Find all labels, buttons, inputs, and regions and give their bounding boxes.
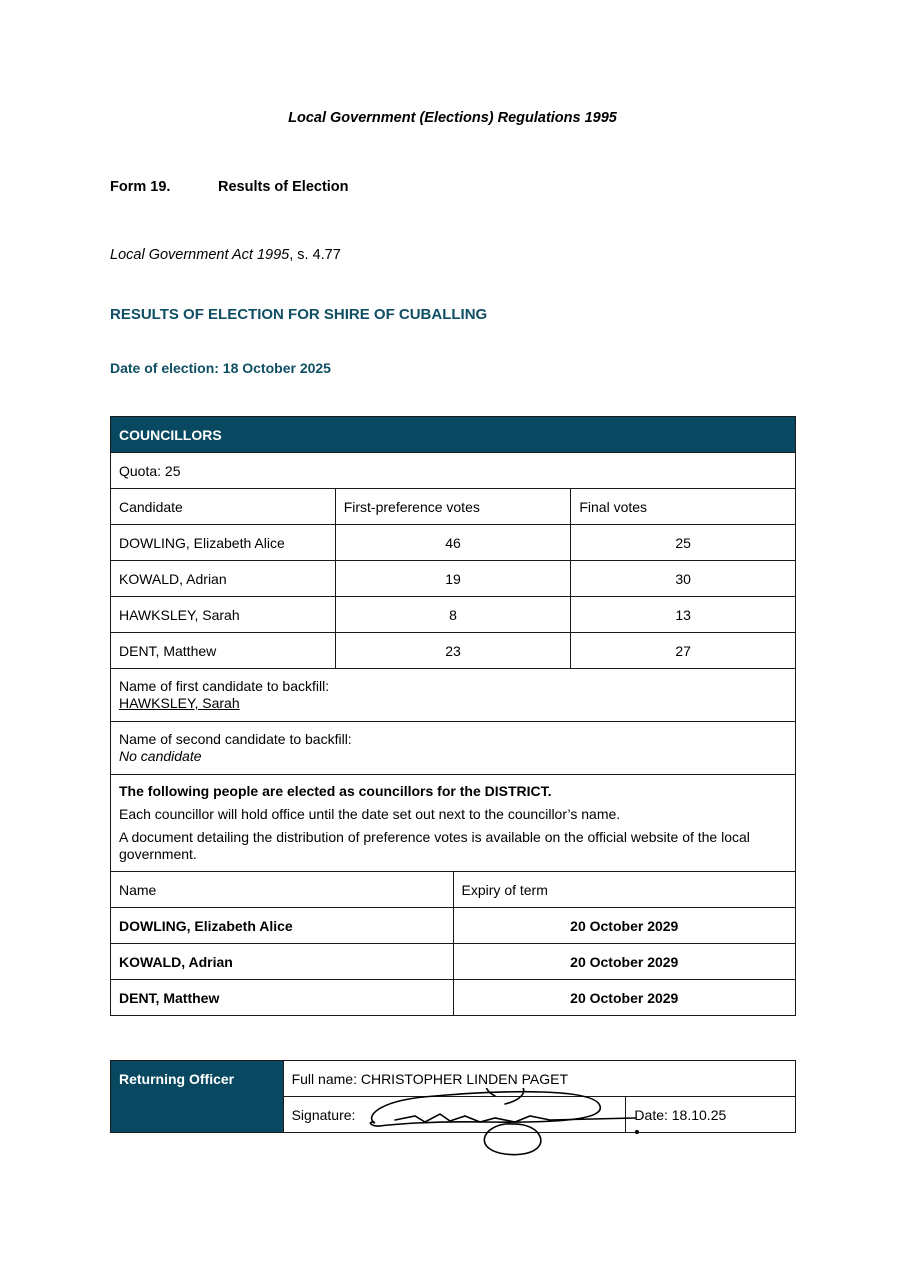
notes-row: [111, 775, 796, 872]
elected-statement: The following people are elected as councillors for the DISTRICT.: [119, 783, 552, 799]
form-line: [110, 179, 349, 195]
expiry-date: 20 October 2029: [453, 908, 795, 944]
candidate-name: HAWKSLEY, Sarah: [111, 597, 336, 633]
backfill-first-value: HAWKSLEY, Sarah: [119, 695, 240, 711]
backfill-second-row: [111, 722, 796, 775]
candidate-name: DOWLING, Elizabeth Alice: [111, 525, 336, 561]
regulation-title: Local Government (Elections) Regulations 1995: [288, 110, 617, 126]
backfill-first: [111, 669, 796, 722]
act-name: Local Government Act 1995: [110, 247, 290, 263]
final-votes: 25: [571, 525, 796, 561]
returning-officer-table: [110, 1060, 796, 1133]
quota-row: [111, 453, 796, 489]
final-votes: 27: [571, 633, 796, 669]
elected-row: [111, 944, 796, 980]
final-votes: 13: [571, 597, 796, 633]
form-number: Form 19.: [110, 179, 171, 195]
form-title: Results of Election: [218, 179, 349, 195]
backfill-first-row: [111, 669, 796, 722]
councillors-table: [110, 416, 796, 1016]
col-candidate: Candidate: [111, 489, 336, 525]
officer-name-row: [111, 1061, 796, 1097]
act-section: , s. 4.77: [289, 247, 341, 263]
election-date: Date of election: 18 October 2025: [110, 360, 331, 376]
officer-full-name: Full name: CHRISTOPHER LINDEN PAGET: [283, 1061, 795, 1097]
page-title: RESULTS OF ELECTION FOR SHIRE OF CUBALLING: [110, 306, 488, 323]
first-preference-votes: 8: [335, 597, 571, 633]
table-header-row: [111, 417, 796, 453]
candidate-name: KOWALD, Adrian: [111, 561, 336, 597]
column-header-row: [111, 489, 796, 525]
returning-officer-label: Returning Officer: [111, 1061, 284, 1133]
expiry-date: 20 October 2029: [453, 944, 795, 980]
elected-row: [111, 908, 796, 944]
col-expiry: Expiry of term: [453, 872, 795, 908]
signature-date: Date: 18.10.25: [626, 1097, 796, 1133]
first-preference-votes: 23: [335, 633, 571, 669]
table-row: [111, 561, 796, 597]
elected-header-row: [111, 872, 796, 908]
elected-name: DENT, Matthew: [111, 980, 454, 1016]
col-first-preference: First-preference votes: [335, 489, 571, 525]
final-votes: 30: [571, 561, 796, 597]
expiry-date: 20 October 2029: [453, 980, 795, 1016]
elected-name: DOWLING, Elizabeth Alice: [111, 908, 454, 944]
table-row: [111, 597, 796, 633]
elected-name: KOWALD, Adrian: [111, 944, 454, 980]
candidate-name: DENT, Matthew: [111, 633, 336, 669]
councillors-header: COUNCILLORS: [111, 417, 796, 453]
elected-row: [111, 980, 796, 1016]
backfill-first-label: Name of first candidate to backfill:: [119, 678, 330, 694]
table-row: [111, 633, 796, 669]
col-name: Name: [111, 872, 454, 908]
signature-label: Signature:: [283, 1097, 626, 1133]
act-reference: [110, 247, 341, 263]
term-note: Each councillor will hold office until the date set out next to the councillor’s name.: [119, 806, 621, 822]
distribution-note: A document detailing the distribution of preference votes is available on the official website of the local government.: [119, 829, 750, 862]
backfill-second-label: Name of second candidate to backfill:: [119, 731, 352, 747]
backfill-second-value: No candidate: [119, 748, 202, 764]
first-preference-votes: 19: [335, 561, 571, 597]
elected-notes: [111, 775, 796, 872]
backfill-second: [111, 722, 796, 775]
first-preference-votes: 46: [335, 525, 571, 561]
quota: Quota: 25: [111, 453, 796, 489]
col-final-votes: Final votes: [571, 489, 796, 525]
table-row: [111, 525, 796, 561]
